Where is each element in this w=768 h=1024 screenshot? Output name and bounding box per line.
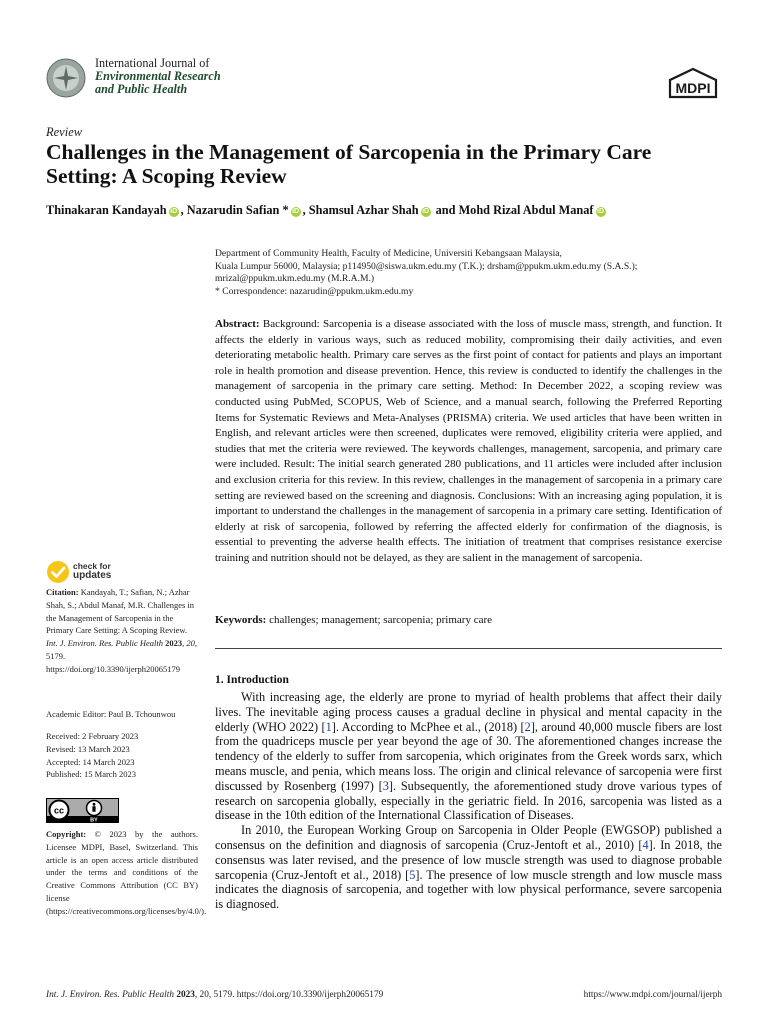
footer-journal-url[interactable]: https://www.mdpi.com/journal/ijerph — [583, 990, 722, 1000]
paragraph-text: ], around 40,000 muscle fibers are lost from the quadriceps muscle per year beyond the age of 30. The aforementioned changes increase the tendency of the elderly to suffer from sarcopenia, which originates from the Greek words sarx, which means muscle, and penia, which means loss. The origin and clinical relevance of sarcopenia were first discussed by Rosenberg (1997) [ — [215, 719, 722, 793]
abstract-text: Background: Sarcopenia is a disease associated with the loss of muscle mass, strength, and function. It affects the elderly in various ways, such as reduced mobility, compromising their daily activities, and even deteriorating metabolic health. Primary care serves as the first point of contact for patients and plays an important role in health promotion and disease prevention. Hence, this review is conducted to identify the challenges in the management of sarcopenia in the primary care setting. Method: In December 2022, a scoping review was conducted using PubMed, SCOPUS, Web of Science, and a manual search, following the Preferred Reporting Items for Systematic Reviews and Meta-Analyses (PRISMA) criteria. We used articles that have been written in English, and relevant articles were then screened, duplicates were removed, eligibility criteria were applied, and studies that met the criteria were reviewed. The keywords challenges, management, sarcopenia, and primary care were included. Result: The initial search generated 280 publications, and 11 articles were included after inclusion and exclusion criteria for this review. In this review, challenges in the management of sarcopenia in a primary care setting are reviewed based on the screening and diagnosis. Conclusions: With an increasing aging population, it is important to understand the challenges in the management of sarcopenia in a primary care setting. Identification of elderly at risk of sarcopenia, followed by referring the affected elderly for confirmation of the diagnosis, is essential to preventing the adverse health effects. The initiation of treatment that comprises resistance exercise training and nutrition should not be delayed, as they are salient in the management of sarcopenia. — [215, 318, 722, 564]
author-name: Shamsul Azhar Shah — [308, 203, 419, 217]
mdpi-logo-text: MDPI — [675, 80, 711, 96]
abstract — [215, 317, 722, 567]
reference-link[interactable]: 5 — [409, 867, 416, 882]
affiliation-line: mrizal@ppukm.ukm.edu.my (M.R.A.M.) — [215, 273, 375, 284]
author-separator: , — [180, 203, 187, 217]
article-type: Review — [46, 125, 83, 139]
author-separator: and — [432, 203, 459, 217]
paragraph-text: With increasing age, the elderly are prone to myriad of health problems that affect their daily lives. The inevitable aging process causes a gradual decline in physical and mental capacity in the elderly (WHO 2022) [ — [215, 690, 722, 734]
check-for-updates-icon — [46, 560, 70, 584]
citation-volume: , 20 — [182, 638, 195, 649]
academic-editor: Academic Editor: Paul B. Tchounwou — [46, 709, 176, 719]
intro-paragraph-2 — [215, 823, 722, 912]
citation-doi: , 5179. https://doi.org/10.3390/ijerph20065179 — [46, 638, 198, 674]
orcid-icon[interactable]: iD — [170, 208, 178, 215]
journal-logo-icon — [46, 58, 86, 98]
reference-link[interactable]: 2 — [524, 719, 531, 734]
introduction-body — [215, 690, 722, 912]
intro-paragraph-1 — [215, 690, 722, 823]
keywords — [215, 614, 722, 626]
author-name: Mohd Rizal Abdul Manaf — [458, 203, 594, 217]
paragraph-text: In 2010, the European Working Group on Sarcopenia in Older People (EWGSOP) published a consensus on the definition and diagnosis of sarcopenia (Cruz-Jentoft et al., 2010) [ — [215, 823, 722, 852]
citation-year: 2023 — [163, 638, 183, 649]
journal-name-line3: and Public Health — [95, 82, 188, 96]
keywords-label: Keywords: — [215, 614, 267, 626]
date-published: Published: 15 March 2023 — [46, 769, 136, 780]
paragraph-text: ]. According to McPhee et al., (2018) [ — [331, 719, 525, 734]
journal-name-line2: Environmental Research — [95, 69, 221, 83]
cc-badge-text: BY — [90, 817, 98, 823]
date-accepted: Accepted: 14 March 2023 — [46, 756, 135, 767]
reference-link[interactable]: 3 — [382, 778, 389, 793]
date-received: Received: 2 February 2023 — [46, 731, 139, 741]
footer-journal: Int. J. Environ. Res. Public Health — [46, 990, 174, 1000]
paragraph-text: ]. In 2018, the consensus was later revised, and the presence of low muscle strength was used to diagnose probable sarcopenia (Cruz-Jentoft et al., 2018) [ — [215, 837, 722, 882]
check-for-updates-line2: updates — [73, 570, 112, 581]
publication-dates — [46, 730, 198, 781]
correspondence-line: * Correspondence: nazarudin@ppukm.ukm.edu.my — [215, 285, 414, 297]
author-separator: , — [302, 203, 309, 217]
affiliation-block — [215, 248, 725, 298]
check-for-updates-line1: check for — [73, 561, 111, 571]
mdpi-logo-icon — [666, 67, 720, 101]
footer-year: 2023 — [176, 990, 195, 1000]
citation-block — [46, 586, 198, 676]
svg-text:cc: cc — [53, 805, 65, 816]
journal-name-line1: International Journal of — [95, 56, 210, 70]
keywords-text: challenges; management; sarcopenia; primary care — [269, 614, 493, 626]
orcid-icon[interactable]: iD — [422, 208, 430, 215]
reference-link[interactable]: 4 — [642, 837, 649, 852]
citation-label: Citation: — [46, 587, 79, 597]
journal-name — [95, 57, 221, 96]
affiliation-line: Kuala Lumpur 56000, Malaysia; p114950@siswa.ukm.edu.my (T.K.); drsham@ppukm.ukm.edu.my (S.A.S.); — [215, 260, 638, 272]
orcid-icon[interactable]: iD — [597, 208, 605, 215]
article-title: Challenges in the Management of Sarcopenia in the Primary Care Setting: A Scoping Review — [46, 140, 652, 188]
reference-link[interactable]: 1 — [325, 719, 332, 734]
copyright-text: © 2023 by the authors. Licensee MDPI, Basel, Switzerland. This article is an open access article distributed under the terms and conditions of the Creative Commons Attribution (CC BY) license (https://creativecommons.org/licenses/by/4.0/). — [46, 829, 207, 916]
section-divider — [215, 648, 722, 649]
citation-journal: Int. J. Environ. Res. Public Health — [46, 638, 164, 649]
cc-by-license-icon[interactable] — [46, 798, 119, 823]
footer-volume-doi: , 20, 5179. https://doi.org/10.3390/ijerph20065179 — [194, 990, 384, 1000]
date-revised: Revised: 13 March 2023 — [46, 743, 130, 754]
orcid-icon[interactable]: iD — [292, 208, 300, 215]
author-name: Nazarudin Safian * — [186, 203, 289, 217]
copyright-label: Copyright: — [46, 829, 87, 839]
affiliation-line: Department of Community Health, Faculty of Medicine, Universiti Kebangsaan Malaysia, — [215, 248, 562, 259]
author-name: Thinakaran Kandayah — [46, 203, 167, 217]
paragraph-text: ]. Subsequently, the aforementioned study drove various types of research on sarcopenia globally, especially in the geriatric field. In 2016, sarcopenia was listed as a disease in the 10th edition of the International Classification of Diseases. — [215, 778, 722, 823]
abstract-label: Abstract: — [215, 318, 260, 330]
check-for-updates-button[interactable] — [46, 560, 146, 584]
copyright-block — [46, 828, 207, 918]
author-list — [46, 203, 736, 218]
citation-text: Kandayah, T.; Safian, N.; Azhar Shah, S.; Abdul Manaf, M.R. Challenges in the Management of Sarcopenia in the Primary Care Setting: A Scoping Review. — [46, 587, 195, 636]
paragraph-text: ]. The presence of low muscle strength and low muscle mass indicates the diagnosis of sarcopenia, and together with low physical performance, severe sarcopenia is diagnosed. — [215, 867, 723, 912]
footer-citation — [46, 990, 383, 1000]
section-heading: 1. Introduction — [215, 674, 289, 686]
